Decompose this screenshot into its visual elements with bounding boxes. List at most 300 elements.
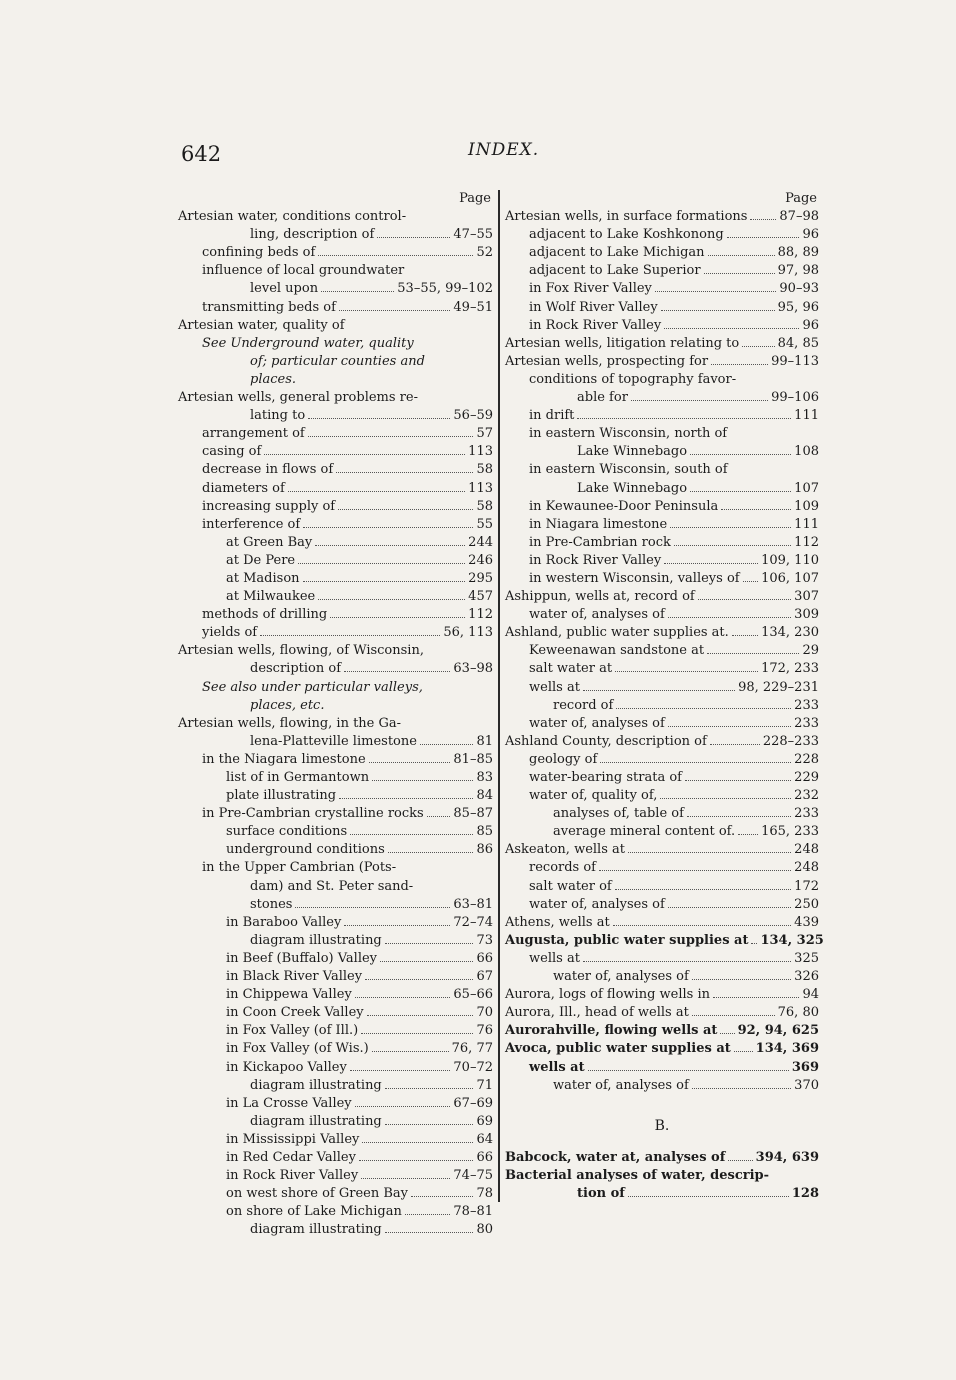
- index-entry: [178, 679, 493, 697]
- entry-page: 106, 107: [761, 570, 819, 586]
- index-entry: [178, 570, 493, 588]
- entry-text: yields of: [202, 625, 258, 641]
- entry-text: in Kickapoo Valley: [226, 1059, 347, 1075]
- entry-page: 112: [468, 607, 493, 623]
- leader-dots: [628, 842, 791, 853]
- leader-dots: [687, 806, 791, 817]
- index-entry: [178, 715, 493, 733]
- leader-dots: [685, 770, 791, 781]
- entry-page: 78–81: [453, 1204, 493, 1220]
- index-entry: [178, 534, 493, 552]
- entry-text: influence of local groundwater: [202, 263, 405, 279]
- leader-dots: [298, 553, 465, 564]
- entry-page: 248: [794, 842, 819, 858]
- index-entry: [505, 498, 819, 516]
- entry-page: 67: [476, 969, 493, 985]
- entry-page: 326: [794, 969, 819, 985]
- entry-page: 307: [794, 589, 819, 605]
- entry-page: 369: [791, 1059, 819, 1075]
- entry-page: 70–72: [453, 1059, 493, 1075]
- leader-dots: [668, 897, 791, 908]
- entry-text: methods of drilling: [202, 607, 328, 623]
- entry-text: Artesian wells, in surface formations: [505, 209, 748, 225]
- entry-page: 107: [794, 480, 819, 496]
- leader-dots: [711, 354, 768, 365]
- index-entry: [178, 299, 493, 317]
- leader-dots: [372, 1041, 449, 1052]
- leader-dots: [321, 281, 394, 292]
- entry-page: 113: [468, 444, 493, 460]
- entry-text: Ashippun, wells at, record of: [505, 589, 695, 605]
- entry-page: 370: [794, 1077, 819, 1093]
- index-entry: [178, 407, 493, 425]
- index-entry: [505, 823, 819, 841]
- entry-text: at Green Bay: [226, 534, 313, 550]
- entry-text: interference of: [202, 516, 301, 532]
- entry-text: plate illustrating: [226, 788, 337, 804]
- entry-text: See also under particular valleys,: [202, 679, 423, 695]
- index-entry: [178, 932, 493, 950]
- entry-page: 55: [476, 516, 493, 532]
- entry-page: 96: [802, 317, 819, 333]
- leader-dots: [668, 607, 791, 618]
- index-entry: [178, 208, 493, 226]
- index-entry: [505, 299, 819, 317]
- entry-page: 233: [794, 715, 819, 731]
- entry-text: water of, analyses of: [529, 715, 665, 731]
- index-entry: [505, 914, 819, 932]
- index-entry: [505, 859, 819, 877]
- leader-dots: [288, 481, 465, 492]
- leader-dots: [732, 625, 758, 636]
- index-entry: [505, 1167, 819, 1185]
- entry-page: 72–74: [453, 914, 493, 930]
- leader-dots: [721, 499, 791, 510]
- index-entry: [505, 896, 819, 914]
- entry-text: water of, analyses of: [529, 607, 665, 623]
- entry-page: 232: [794, 788, 819, 804]
- entry-text: adjacent to Lake Koshkonong: [529, 227, 724, 243]
- entry-text: increasing supply of: [202, 498, 336, 514]
- leader-dots: [362, 1132, 473, 1143]
- entry-text: Lake Winnebago: [577, 480, 688, 496]
- leader-dots: [315, 535, 465, 546]
- entries-section-b: [505, 1149, 819, 1203]
- index-entry: [505, 317, 819, 335]
- entry-text: in Coon Creek Valley: [226, 1005, 364, 1021]
- leader-dots: [330, 607, 465, 618]
- entry-page: 57: [476, 426, 493, 442]
- leader-dots: [628, 1186, 789, 1197]
- entry-text: confining beds of: [202, 245, 316, 261]
- index-entry: [178, 1059, 493, 1077]
- entry-page: 87–98: [779, 209, 819, 225]
- index-column-right: [505, 190, 824, 1203]
- entry-text: wells at: [529, 950, 580, 966]
- index-entry: [505, 1059, 819, 1077]
- index-entry: [178, 1004, 493, 1022]
- index-entry: [178, 751, 493, 769]
- leader-dots: [303, 517, 473, 528]
- leader-dots: [690, 444, 791, 455]
- leader-dots: [385, 933, 474, 944]
- entry-text: Babcock, water at, analyses of: [505, 1149, 726, 1165]
- leader-dots: [615, 661, 758, 672]
- entry-page: 95, 96: [777, 299, 819, 315]
- entry-text: record of: [553, 697, 614, 713]
- entry-text: in Wolf River Valley: [529, 299, 658, 315]
- entry-text: water of, quality of,: [529, 788, 658, 804]
- index-entry: [505, 805, 819, 823]
- index-entry: [178, 317, 493, 335]
- index-entry: [178, 335, 493, 353]
- entry-page: 58: [476, 462, 493, 478]
- leader-dots: [295, 897, 450, 908]
- entry-text: salt water of: [529, 878, 612, 894]
- entry-text: water of, analyses of: [553, 1077, 689, 1093]
- entry-page: 85–87: [453, 806, 493, 822]
- index-entry: [505, 371, 819, 389]
- entry-page: 228: [794, 751, 819, 767]
- entry-page: 63–81: [453, 896, 493, 912]
- entry-page: 439: [794, 914, 819, 930]
- index-entry: [178, 389, 493, 407]
- entry-page: 90–93: [779, 281, 819, 297]
- entries-right: [505, 208, 824, 1095]
- entry-text: Artesian wells, flowing, in the Ga-: [178, 715, 402, 731]
- entry-text: on shore of Lake Michigan: [226, 1204, 402, 1220]
- entry-page: 58: [476, 498, 493, 514]
- index-entry: [505, 878, 819, 896]
- entry-text: Askeaton, wells at: [505, 842, 625, 858]
- entry-text: Athens, wells at: [505, 914, 610, 930]
- index-entry: [178, 353, 493, 371]
- index-entry: [505, 932, 824, 950]
- entry-text: Artesian wells, litigation relating to: [505, 335, 740, 351]
- entry-page: 78: [476, 1186, 493, 1202]
- leader-dots: [692, 969, 791, 980]
- entry-text: in Red Cedar Valley: [226, 1149, 356, 1165]
- entry-page: 233: [794, 697, 819, 713]
- entry-text: stones: [250, 896, 293, 912]
- entry-page: 52: [476, 245, 493, 261]
- index-entry: [505, 1185, 819, 1203]
- index-entry: [178, 805, 493, 823]
- entry-text: Aurora, Ill., head of wells at: [505, 1005, 689, 1021]
- leader-dots: [588, 1060, 789, 1071]
- leader-dots: [308, 426, 474, 437]
- leader-dots: [708, 245, 775, 256]
- entry-text: Avoca, public water supplies at: [505, 1041, 731, 1057]
- leader-dots: [742, 336, 774, 347]
- index-entry: [505, 986, 819, 1004]
- entry-text: on west shore of Green Bay: [226, 1186, 408, 1202]
- entry-text: in the Niagara limestone: [202, 751, 366, 767]
- entry-text: in western Wisconsin, valleys of: [529, 570, 740, 586]
- entry-page: 248: [794, 860, 819, 876]
- entry-text: in Pre-Cambrian rock: [529, 534, 671, 550]
- leader-dots: [583, 680, 735, 691]
- leader-dots: [668, 716, 791, 727]
- entry-text: at De Pere: [226, 552, 296, 568]
- entry-text: conditions of topography favor-: [529, 371, 737, 387]
- index-entry: [178, 226, 493, 244]
- entry-page: 244: [468, 534, 493, 550]
- leader-dots: [308, 408, 450, 419]
- entry-text: diagram illustrating: [250, 1077, 382, 1093]
- index-entry: [505, 244, 819, 262]
- index-entry: [505, 968, 819, 986]
- index-entry: [178, 1203, 493, 1221]
- entry-text: in Fox River Valley: [529, 281, 652, 297]
- index-entry: [505, 642, 819, 660]
- entry-page: 457: [468, 589, 493, 605]
- entry-text: diagram illustrating: [250, 932, 382, 948]
- leader-dots: [661, 300, 775, 311]
- entry-text: tion of: [577, 1185, 625, 1201]
- entry-page: 99–106: [771, 390, 819, 406]
- index-entry: [505, 443, 819, 461]
- index-entry: [178, 950, 493, 968]
- index-entry: [505, 841, 819, 859]
- entry-text: Bacterial analyses of water, descrip-: [505, 1167, 770, 1183]
- entry-page: 70: [476, 1005, 493, 1021]
- index-entry: [178, 244, 493, 262]
- index-entry: [178, 914, 493, 932]
- leader-dots: [615, 879, 791, 890]
- index-entry: [178, 733, 493, 751]
- entry-text: in Pre-Cambrian crystalline rocks: [202, 806, 424, 822]
- entry-page: 76, 77: [451, 1041, 493, 1057]
- index-entry: [178, 498, 493, 516]
- index-entry: [505, 769, 819, 787]
- leader-dots: [613, 915, 791, 926]
- index-column-left: [178, 190, 493, 1239]
- index-entry: [505, 751, 819, 769]
- entry-text: records of: [529, 860, 596, 876]
- leader-dots: [380, 951, 473, 962]
- leader-dots: [355, 1096, 451, 1107]
- entry-text: in Rock River Valley: [226, 1168, 359, 1184]
- entry-text: places.: [250, 371, 297, 387]
- entry-text: description of: [250, 661, 342, 677]
- entry-text: in Niagara limestone: [529, 516, 668, 532]
- entries-left: [178, 208, 493, 1239]
- entry-page: 66: [476, 1149, 493, 1165]
- entry-page: 81–85: [453, 751, 493, 767]
- index-entry: [505, 226, 819, 244]
- leader-dots: [670, 517, 791, 528]
- index-entry: [505, 660, 819, 678]
- index-entry: [505, 588, 819, 606]
- index-entry: [505, 679, 819, 697]
- entry-page: 49–51: [453, 299, 493, 315]
- entry-page: 84: [476, 788, 493, 804]
- entry-text: diagram illustrating: [250, 1113, 382, 1129]
- entry-page: 111: [794, 408, 819, 424]
- entry-text: geology of: [529, 751, 598, 767]
- leader-dots: [655, 281, 777, 292]
- entry-page: 108: [794, 444, 819, 460]
- index-entry: [505, 461, 819, 479]
- index-entry: [178, 1022, 493, 1040]
- leader-dots: [318, 245, 473, 256]
- index-entry: [178, 262, 493, 280]
- column-divider: [498, 190, 500, 1202]
- entry-text: in Kewaunee-Door Peninsula: [529, 498, 719, 514]
- entry-text: wells at: [529, 679, 580, 695]
- entry-page: 85: [476, 824, 493, 840]
- entry-text: See Underground water, quality: [202, 335, 414, 351]
- leader-dots: [664, 318, 799, 329]
- page-column-label: Page: [459, 191, 491, 206]
- leader-dots: [372, 770, 473, 781]
- index-entry: [178, 697, 493, 715]
- leader-dots: [738, 824, 758, 835]
- index-entry: [505, 552, 819, 570]
- entry-page: 250: [794, 896, 819, 912]
- leader-dots: [260, 625, 440, 636]
- entry-text: Augusta, public water supplies at: [505, 932, 749, 948]
- entry-page: 228–233: [762, 733, 819, 749]
- leader-dots: [690, 481, 791, 492]
- index-entry: [178, 552, 493, 570]
- entry-text: arrangement of: [202, 426, 305, 442]
- entry-text: salt water at: [529, 661, 613, 677]
- leader-dots: [704, 263, 775, 274]
- leader-dots: [728, 1150, 752, 1161]
- leader-dots: [692, 1078, 791, 1089]
- entry-text: Artesian wells, prospecting for: [505, 353, 709, 369]
- index-entry: [178, 1185, 493, 1203]
- entry-page: 229: [794, 770, 819, 785]
- index-entry: [505, 425, 819, 443]
- entry-text: surface conditions: [226, 824, 348, 840]
- index-entry: [178, 624, 493, 642]
- entry-text: in the Upper Cambrian (Pots-: [202, 860, 397, 876]
- entry-text: lating to: [250, 408, 306, 424]
- index-entry: [505, 534, 819, 552]
- leader-dots: [385, 1114, 474, 1125]
- entry-page: 309: [794, 607, 819, 623]
- entry-page: 66: [476, 950, 493, 966]
- entry-text: in Mississippi Valley: [226, 1131, 360, 1147]
- index-entry: [505, 1077, 819, 1095]
- index-entry: [505, 262, 819, 280]
- index-entry: [178, 642, 493, 660]
- section-letter: B.: [654, 1117, 670, 1134]
- page-number: 642: [181, 142, 222, 166]
- entry-text: in Fox Valley (of Wis.): [226, 1041, 369, 1057]
- leader-dots: [385, 1222, 474, 1233]
- leader-dots: [583, 951, 791, 962]
- entry-page: 73: [476, 932, 493, 948]
- entry-text: in Baraboo Valley: [226, 914, 342, 930]
- index-entry: [505, 697, 819, 715]
- index-entry: [505, 335, 819, 353]
- entry-page: 64: [476, 1131, 493, 1147]
- entry-page: 53–55, 99–102: [397, 281, 493, 297]
- leader-dots: [698, 589, 791, 600]
- entry-text: analyses of, table of: [553, 806, 684, 822]
- leader-dots: [344, 661, 450, 672]
- index-entry: [505, 570, 819, 588]
- index-entry: [505, 1022, 819, 1040]
- index-entry: [505, 353, 819, 371]
- entry-text: casing of: [202, 444, 262, 460]
- entry-page: 172: [794, 878, 819, 894]
- entry-text: in Fox Valley (of Ill.): [226, 1023, 359, 1039]
- entry-text: adjacent to Lake Superior: [529, 263, 701, 279]
- entry-text: at Milwaukee: [226, 589, 316, 605]
- index-entry: [178, 878, 493, 896]
- entry-text: in Chippewa Valley: [226, 987, 352, 1003]
- index-entry: [505, 407, 819, 425]
- index-entry: [178, 896, 493, 914]
- index-entry: [505, 1004, 819, 1022]
- entry-text: places, etc.: [250, 697, 325, 713]
- entry-text: Artesian water, conditions control-: [178, 209, 407, 225]
- entry-page: 63–98: [453, 661, 493, 677]
- entry-page: 29: [802, 643, 819, 659]
- leader-dots: [727, 227, 800, 238]
- index-entry: [178, 1077, 493, 1095]
- entry-text: water of, analyses of: [529, 896, 665, 912]
- entry-text: average mineral content of.: [553, 824, 736, 840]
- page-title: INDEX.: [468, 140, 540, 160]
- entry-text: in La Crosse Valley: [226, 1095, 352, 1111]
- entry-page: 81: [476, 733, 493, 749]
- index-entry: [178, 1040, 493, 1058]
- entry-text: in Black River Valley: [226, 969, 363, 985]
- leader-dots: [339, 300, 450, 311]
- index-entry: [505, 1040, 819, 1058]
- index-entry: [178, 787, 493, 805]
- leader-dots: [336, 462, 473, 473]
- entry-text: in drift: [529, 408, 575, 424]
- index-entry: [178, 859, 493, 877]
- entry-text: diagram illustrating: [250, 1222, 382, 1238]
- leader-dots: [743, 571, 759, 582]
- index-entry: [178, 1095, 493, 1113]
- entry-page: 109: [794, 498, 819, 514]
- index-entry: [505, 733, 819, 751]
- index-entry: [178, 1149, 493, 1167]
- index-entry: [505, 389, 819, 407]
- entry-page: 84, 85: [777, 335, 819, 351]
- index-entry: [505, 208, 819, 226]
- entry-page: 134, 369: [755, 1041, 819, 1057]
- leader-dots: [710, 734, 760, 745]
- leader-dots: [388, 842, 474, 853]
- entry-page: 97, 98: [777, 263, 819, 279]
- index-entry: [178, 1221, 493, 1239]
- entry-page: 56–59: [453, 408, 493, 424]
- entry-text: dam) and St. Peter sand-: [250, 878, 414, 894]
- entry-text: decrease in flows of: [202, 462, 334, 478]
- entry-page: 394, 639: [755, 1149, 819, 1165]
- entry-text: in Beef (Buffalo) Valley: [226, 950, 378, 966]
- entry-page: 76: [476, 1023, 493, 1039]
- entry-text: list of in Germantown: [226, 770, 370, 785]
- entry-page: 65–66: [453, 987, 493, 1003]
- leader-dots: [361, 1168, 450, 1179]
- leader-dots: [664, 553, 758, 564]
- entry-text: wells at: [529, 1059, 585, 1075]
- leader-dots: [674, 535, 791, 546]
- entry-page: 165, 233: [761, 824, 819, 840]
- entry-text: in eastern Wisconsin, north of: [529, 426, 728, 442]
